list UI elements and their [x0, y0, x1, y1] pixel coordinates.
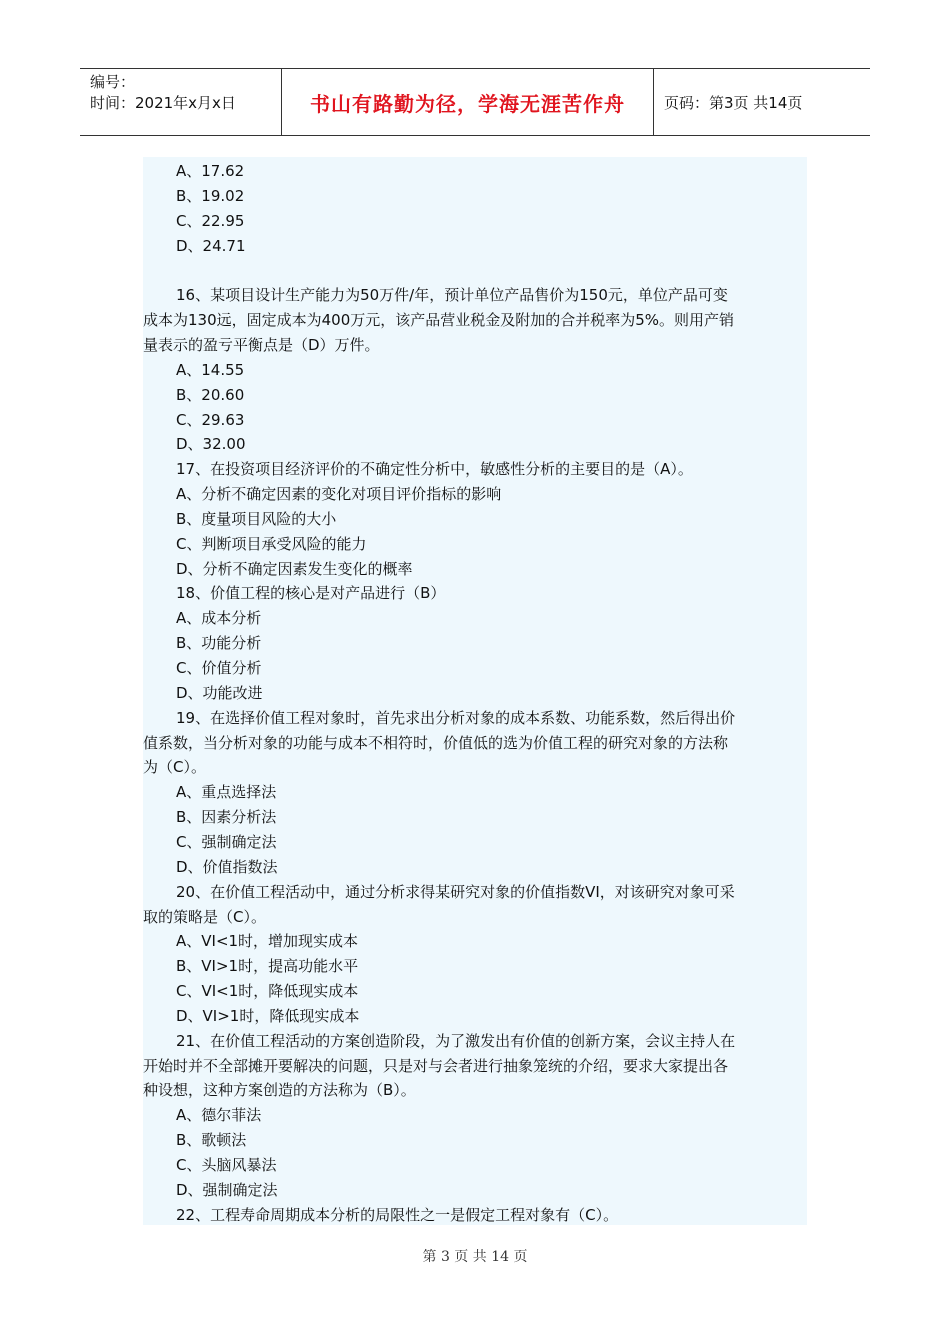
text-line: A、17.62 [176, 162, 245, 180]
text-line: C、VI<1时，降低现实成本 [176, 982, 359, 1001]
date-line: 时间：2021年x月x日 [90, 94, 236, 112]
text-line: A、成本分析 [176, 609, 262, 628]
text-line: B、VI>1时，提高功能水平 [176, 957, 359, 976]
text-line: 种设想，这种方案创造的方法称为（B）。 [143, 1081, 416, 1100]
text-line: D、24.71 [176, 236, 246, 255]
text-line: D、32.00 [176, 435, 246, 454]
header-page-code [654, 69, 870, 135]
text-line: C、29.63 [176, 410, 245, 429]
text-line: 21、在价值工程活动的方案创造阶段，为了激发出有价值的创新方案，会议主持人在 [176, 1031, 736, 1050]
text-line: B、19.02 [176, 186, 245, 205]
text-line: B、功能分析 [176, 634, 262, 653]
text-line: 取的策略是（C）。 [143, 907, 266, 926]
text-line: A、14.55 [176, 360, 245, 379]
text-line: 18、价值工程的核心是对产品进行（B） [176, 584, 446, 603]
text-line: 成本为130远，固定成本为400万元，该产品营业税金及附加的合并税率为5%。则用产销 [143, 311, 735, 330]
page-code: 页码：第3页 共14页 [664, 93, 803, 112]
text-line: B、因素分析法 [176, 808, 277, 827]
header-meta [80, 69, 282, 135]
text-line: 22、工程寿命周期成本分析的局限性之一是假定工程对象有（C）。 [176, 1205, 619, 1224]
text-line: A、重点选择法 [176, 783, 277, 802]
text-line: C、强制确定法 [176, 832, 277, 851]
text-line: A、分析不确定因素的变化对项目评价指标的影响 [176, 485, 502, 504]
text-line: D、功能改进 [176, 683, 263, 702]
header-motto-cell [282, 69, 654, 135]
text-line: 为（C）。 [143, 758, 206, 777]
text-line: B、20.60 [176, 385, 245, 404]
text-line: 值系数，当分析对象的功能与成本不相符时，价值低的选为价值工程的研究对象的方法称 [143, 733, 729, 752]
text-line: D、VI>1时，降低现实成本 [176, 1006, 360, 1025]
text-line: 16、某项目设计生产能力为50万件/年，预计单位产品售价为150元，单位产品可变 [176, 286, 728, 305]
text-line: A、VI<1时，增加现实成本 [176, 932, 359, 951]
text-line: C、判断项目承受风险的能力 [176, 534, 367, 553]
text-line: C、头脑风暴法 [176, 1156, 277, 1174]
number-label: 编号： [90, 73, 136, 91]
text-line: A、德尔菲法 [176, 1106, 262, 1125]
text-line: C、价值分析 [176, 659, 262, 677]
text-line: B、歌顿法 [176, 1131, 247, 1150]
text-line: 19、在选择价值工程对象时，首先求出分析对象的成本系数、功能系数，然后得出价 [176, 708, 736, 727]
text-line: 开始时并不全部摊开要解决的问题，只是对与会者进行抽象笼统的介绍，要求大家提出各 [143, 1056, 729, 1075]
text-line: D、价值指数法 [176, 857, 278, 876]
text-line: C、22.95 [176, 211, 245, 230]
text-line: D、分析不确定因素发生变化的概率 [176, 559, 413, 578]
text-line: 17、在投资项目经济评价的不确定性分析中，敏感性分析的主要目的是（A）。 [176, 460, 693, 479]
text-line: 20、在价值工程活动中，通过分析求得某研究对象的价值指数VI，对该研究对象可采 [176, 882, 735, 901]
page-header [80, 68, 870, 136]
motto: 书山有路勤为径，学海无涯苦作舟 [310, 91, 625, 116]
text-line: D、强制确定法 [176, 1180, 278, 1199]
text-line: 量表示的盈亏平衡点是（D）万件。 [143, 335, 380, 354]
page-footer [0, 1246, 950, 1266]
document-body [143, 157, 807, 1225]
text-line: B、度量项目风险的大小 [176, 509, 337, 528]
footer-page-number: 第 3 页 共 14 页 [422, 1249, 528, 1265]
